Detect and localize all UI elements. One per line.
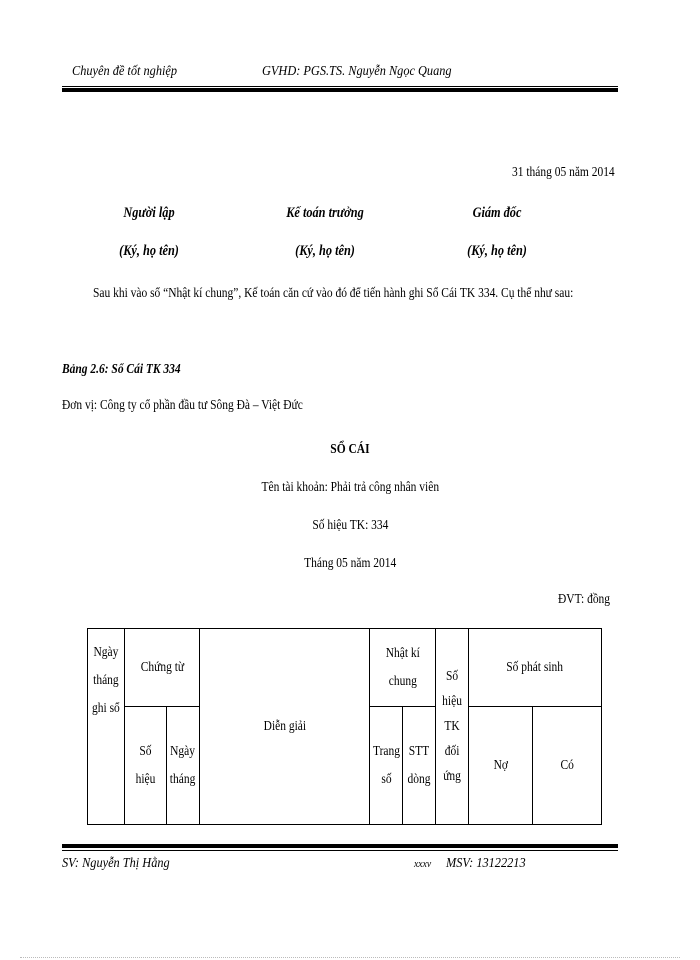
col-header-voucher [125, 629, 200, 707]
col-header-general-journal [370, 629, 436, 707]
signature-note-preparer: (Ký, họ tên) [119, 243, 179, 259]
voucher-date-line-2: tháng [170, 771, 196, 787]
contra-account-line-3: TK [444, 719, 460, 734]
signature-role-director: Giám đốc [472, 205, 522, 221]
table-caption: Bảng 2.6: Sổ Cái TK 334 [62, 362, 181, 377]
posting-date-line-1: Ngày [93, 645, 119, 660]
organization-unit: Đơn vị: Công ty cổ phần đầu tư Sông Đà – Việt Đức [62, 398, 303, 413]
contra-account-line-1: Số [445, 669, 459, 684]
ledger-title: SỔ CÁI [330, 442, 370, 457]
account-number: Số hiệu TK: 334 [311, 518, 389, 533]
voucher-number-label: Số hiệu [135, 743, 156, 787]
header-rule-thick [62, 88, 618, 92]
signature-role-chief-accountant: Kế toán trưởng [286, 205, 364, 221]
description-label: Diễn giải [263, 718, 306, 734]
col-header-voucher-date [167, 707, 200, 825]
credit-label: Có [560, 757, 574, 773]
header-left: Chuyên đề tốt nghiệp [72, 64, 178, 79]
col-header-contra-account [436, 629, 469, 825]
voucher-label: Chứng từ [140, 659, 184, 675]
intro-paragraph: Sau khi vào sổ “Nhật kí chung”, Kế toán căn cứ vào đó để tiến hành ghi Sổ Cái TK 334. Cụ thể như sau: [93, 286, 574, 301]
col-header-description [200, 629, 370, 825]
currency-unit: ĐVT: đồng [558, 592, 611, 607]
contra-account-line-4: đối [444, 744, 460, 759]
signature-role-preparer: Người lập [123, 205, 175, 221]
account-name: Tên tài khoản: Phải trả công nhân viên [261, 480, 439, 495]
debit-label: Nợ [493, 757, 508, 773]
footer-student: SV: Nguyễn Thị Hằng [62, 856, 170, 871]
footer-student-id: MSV: 13122213 [446, 856, 526, 871]
ledger-table [87, 628, 602, 825]
general-journal-line-1: Nhật kí [385, 645, 420, 661]
footer-rule-thin [62, 850, 618, 851]
col-header-posting-date [88, 629, 125, 825]
amounts-label: Số phát sinh [506, 659, 564, 675]
posting-date-line-3: ghi sổ [92, 701, 120, 716]
page-edge-dotted-line [20, 957, 680, 958]
general-journal-line-2: chung [388, 673, 417, 689]
header-rule-thin [62, 86, 618, 87]
signature-note-chief-accountant: (Ký, họ tên) [295, 243, 355, 259]
line-number-line-2: dòng [407, 771, 431, 787]
col-header-amounts [469, 629, 602, 707]
voucher-date-line-1: Ngày [170, 743, 196, 759]
footer-rule-thick [62, 844, 618, 848]
col-header-page-number [370, 707, 403, 825]
col-header-line-number [403, 707, 436, 825]
header-right: GVHD: PGS.TS. Nguyễn Ngọc Quang [262, 64, 452, 79]
page-number-line-1: Trang [372, 743, 400, 759]
date-line: 31 tháng 05 năm 2014 [512, 165, 615, 180]
signature-note-director: (Ký, họ tên) [467, 243, 527, 259]
posting-date-line-2: tháng [93, 673, 119, 688]
col-header-credit [533, 707, 602, 825]
contra-account-line-2: hiệu [442, 694, 462, 709]
line-number-line-1: STT [408, 743, 430, 759]
footer-class-code: xxxv [414, 858, 432, 870]
page-number-line-2: số [381, 771, 392, 787]
ledger-period: Tháng 05 năm 2014 [303, 556, 397, 571]
contra-account-line-5: ứng [443, 769, 461, 784]
col-header-debit [469, 707, 533, 825]
col-header-voucher-number [125, 707, 167, 825]
